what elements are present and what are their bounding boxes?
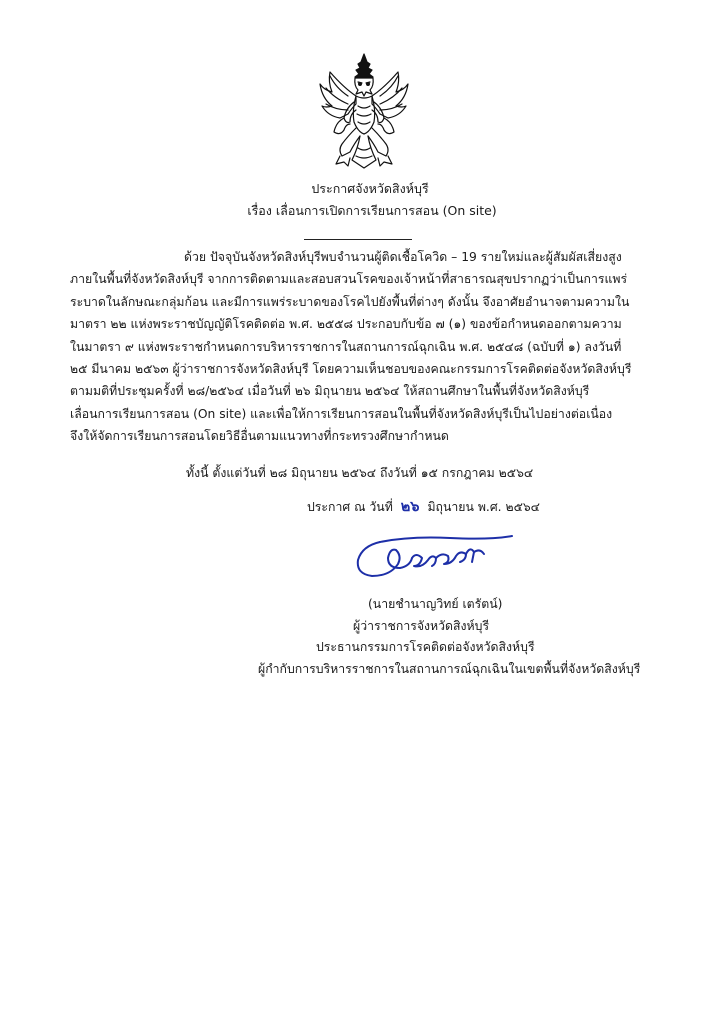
effective-period: ทั้งนี้ ตั้งแต่วันที่ ๒๘ มิถุนายน ๒๕๖๔ ถึงวันที่ ๑๕ กรกฎาคม ๒๕๖๔: [186, 466, 534, 480]
body-line: ภายในพื้นที่จังหวัดสิงห์บุรี จากการติดตามและสอบสวนโรคของเจ้าหน้าที่สาธารณสุขปรากฏว่าเป็นการแพร่: [70, 272, 628, 287]
body-line: ในมาตรา ๙ แห่งพระราชกำหนดการบริหารราชการในสถานการณ์ฉุกเฉิน พ.ศ. ๒๕๔๘ (ฉบับที่ ๑) ลงวันที่: [70, 339, 622, 354]
garuda-emblem-icon: [318, 52, 410, 170]
signatory-position-emergency: ผู้กำกับการบริหารราชการในสถานการณ์ฉุกเฉินในเขตพื้นที่จังหวัดสิงห์บุรี: [258, 661, 641, 676]
body-line: มาตรา ๒๒ แห่งพระราชบัญญัติโรคติดต่อ พ.ศ. ๒๕๕๘ ประกอบกับข้อ ๗ (๑) ของข้อกำหนดออกตามความ: [70, 317, 622, 332]
body-line: ระบาดในลักษณะกลุ่มก้อน และมีการแพร่ระบาดของโรคไปยังพื้นที่ต่างๆ ดังนั้น จึงอาศัยอำนาจตามความใน: [70, 294, 630, 309]
body-line: ๒๕ มีนาคม ๒๕๖๓ ผู้ว่าราชการจังหวัดสิงห์บุรี โดยความเห็นชอบของคณะกรรมการโรคติดต่อจังหวัดสิงห์บุรี: [70, 361, 632, 376]
body-line: ด้วย ปัจจุบันจังหวัดสิงห์บุรีพบจำนวนผู้ติดเชื้อโควิด – 19 รายใหม่และผู้สัมผัสเสี่ยงสูง: [184, 250, 622, 264]
announcement-date: [307, 496, 540, 518]
signatory-position-committee: ประธานกรรมการโรคติดต่อจังหวัดสิงห์บุรี: [316, 640, 535, 654]
signature-icon: [350, 528, 520, 586]
announcement-date-suffix: มิถุนายน พ.ศ. ๒๕๖๔: [427, 500, 540, 514]
announcement-title: ประกาศจังหวัดสิงห์บุรี: [311, 181, 429, 196]
body-line: จึงให้จัดการเรียนการสอนโดยวิธีอื่นตามแนวทางที่กระทรวงศึกษากำหนด: [70, 429, 449, 444]
body-line: เลื่อนการเรียนการสอน (On site) และเพื่อให้การเรียนการสอนในพื้นที่จังหวัดสิงห์บุรีเป็นไปอย่างต่อเนื่อง: [70, 406, 613, 421]
announcement-subject: เรื่อง เลื่อนการเปิดการเรียนการสอน (On site): [247, 203, 497, 218]
announcement-day: ๒๖: [400, 498, 420, 515]
signatory-name: (นายชำนาญวิทย์ เตรัตน์): [368, 597, 503, 611]
signatory-block: [258, 594, 698, 680]
title-separator: [304, 239, 412, 240]
body-line: ตามมติที่ประชุมครั้งที่ ๒๘/๒๕๖๔ เมื่อวันที่ ๒๖ มิถุนายน ๒๕๖๔ ให้สถานศึกษาในพื้นที่จังหวัดสิงห์บุรี: [70, 384, 590, 399]
signatory-position-governor: ผู้ว่าราชการจังหวัดสิงห์บุรี: [353, 618, 490, 633]
body-paragraph-1: [70, 246, 662, 448]
announcement-date-prefix: ประกาศ ณ วันที่: [307, 500, 393, 514]
body-paragraph-2: [70, 462, 662, 484]
